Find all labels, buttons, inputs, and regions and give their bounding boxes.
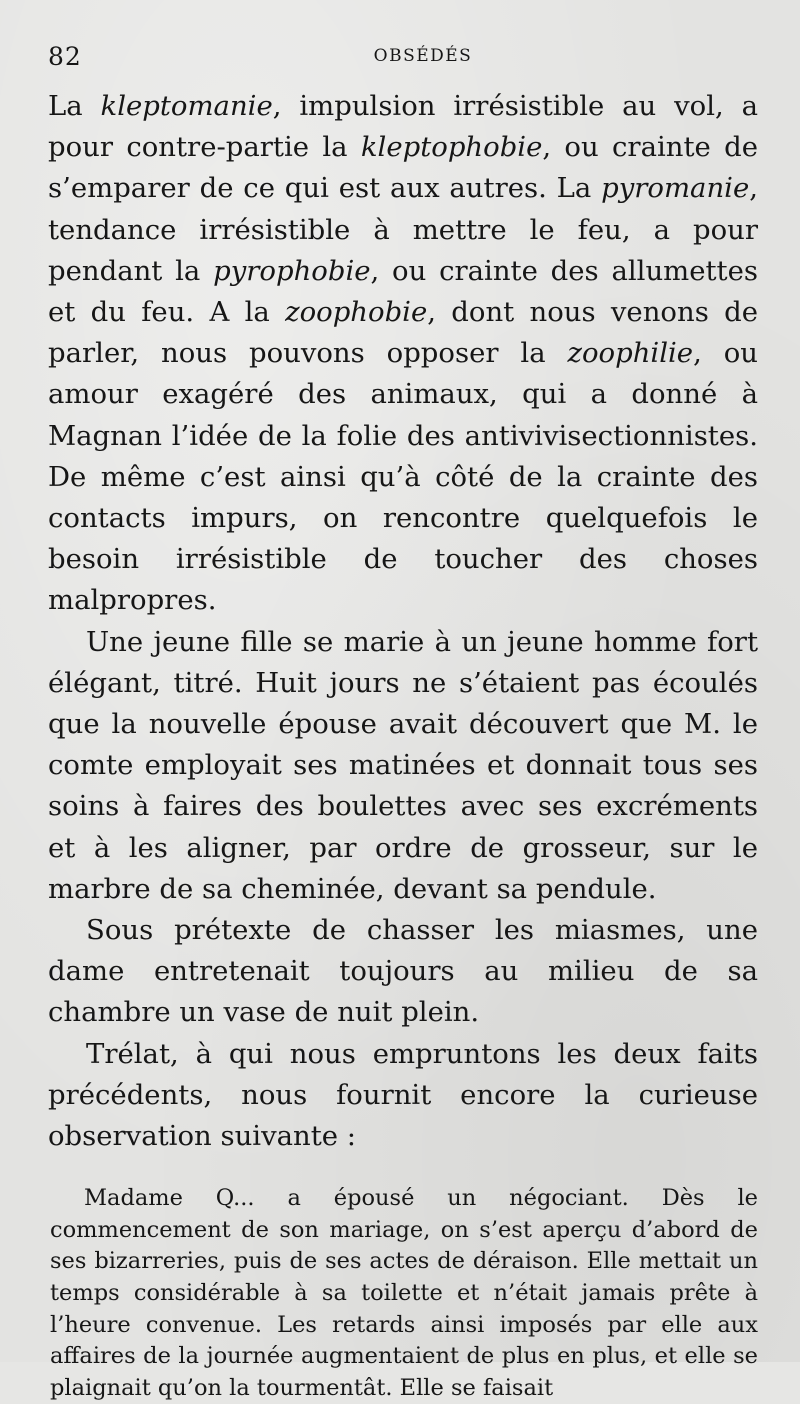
quotation-text: Madame Q... a épousé un négociant. Dès le commencement de son mariage, on s’est aperçu d’abord de ses bizarreries, puis de ses actes de déraison. Elle mettait un temps considérable à sa toilette et n’était jamais prête à l’heure convenue. Les retards ainsi imposés par elle aux affaires de la journée augmentaient de plus en plus, et elle se plaignait qu’on la tourmentât. Elle se faisait bbox=[50, 1185, 758, 1401]
term-zoophobie: zoophobie bbox=[285, 296, 428, 329]
paragraph-1 bbox=[48, 86, 758, 622]
body-text bbox=[48, 86, 758, 1157]
paragraph-2 bbox=[48, 622, 758, 910]
running-title: OBSÉDÉS bbox=[373, 46, 473, 66]
term-kleptophobie: kleptophobie bbox=[360, 131, 543, 164]
page-number: 82 bbox=[48, 42, 82, 71]
text-segment: , tendance irrésistible à mettre le feu, a pour pendant la bbox=[48, 172, 758, 287]
term-pyromanie: pyromanie bbox=[601, 172, 750, 205]
term-zoophilie: zoophilie bbox=[567, 337, 694, 370]
running-head bbox=[48, 0, 758, 86]
term-pyrophobie: pyrophobie bbox=[213, 254, 371, 287]
quoted-observation bbox=[48, 1183, 758, 1404]
paragraph-4 bbox=[48, 1034, 758, 1158]
text-segment: , ou crainte des allumettes et du feu. A la bbox=[48, 254, 758, 329]
text-segment: , ou amour exagéré des animaux, qui a donné à Magnan l’idée de la folie des antivivisectionnistes. De même c’est ainsi qu’à côté de la crainte des contacts impurs, on rencontre quelquefois le besoin irrésistible de toucher des choses malpropres. bbox=[48, 337, 758, 617]
term-kleptomanie: kleptomanie bbox=[100, 90, 273, 122]
text-segment: , dont nous venons de parler, nous pouvons opposer la bbox=[48, 296, 758, 370]
text-segment: La bbox=[48, 90, 101, 122]
paragraph-3 bbox=[48, 910, 758, 1034]
text-segment: , ou crainte de s’emparer de ce qui est aux autres. La bbox=[48, 131, 758, 205]
text-segment: Une jeune fille se marie à un jeune homme fort élégant, titré. Huit jours ne s’étaient pas écoulés que la nouvelle épouse avait découvert que M. le comte employait ses matinées et donnait tous ses soins à faires des boulettes avec ses excréments et à les aligner, par ordre de grosseur, sur le marbre de sa cheminée, devant sa pendule. bbox=[48, 625, 758, 905]
text-segment: Sous prétexte de chasser les miasmes, une dame entretenait toujours au milieu de sa chambre un vase de nuit plein. bbox=[48, 914, 758, 1029]
text-segment: , impulsion irrésistible au vol, a pour contre-partie la bbox=[48, 90, 758, 164]
text-segment: Trélat, à qui nous empruntons les deux faits précédents, nous fournit encore la curieuse observation suivante : bbox=[48, 1037, 758, 1153]
